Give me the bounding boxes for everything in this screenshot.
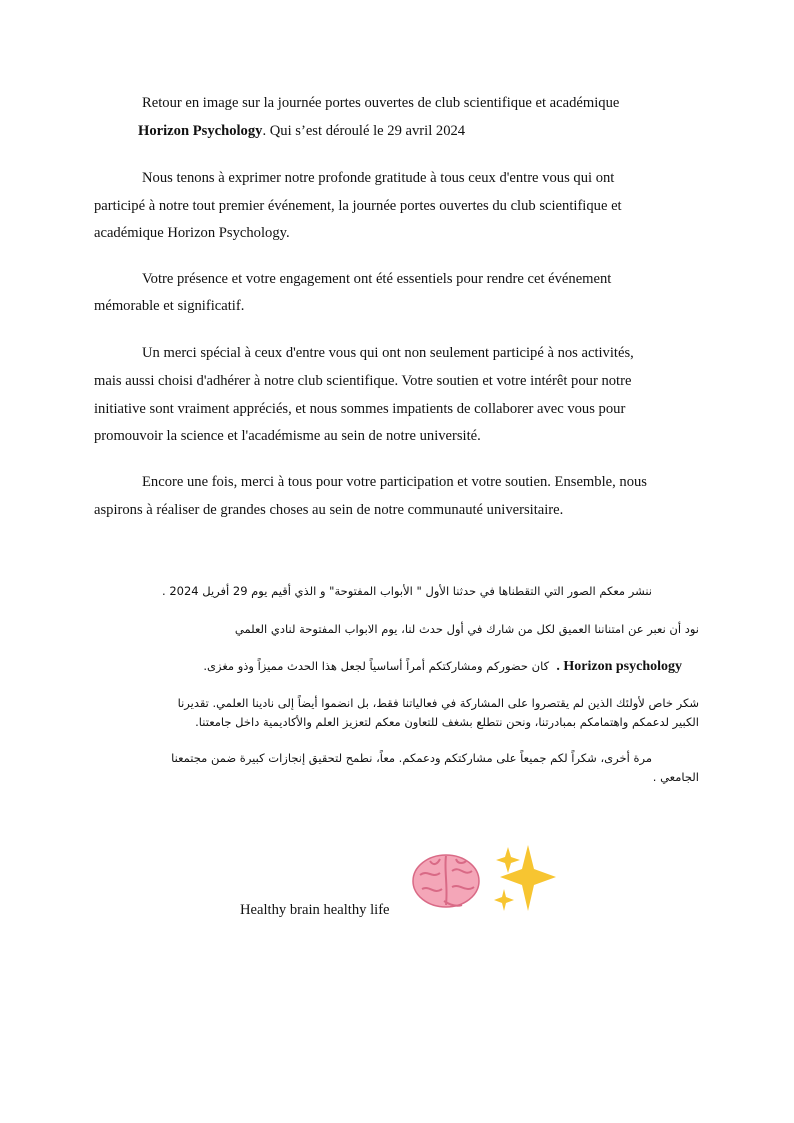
paragraph-4-line-2: aspirons à réaliser de grandes choses au sein de notre communauté universitaire. — [94, 502, 564, 518]
arabic-line-5b: الجامعي . — [652, 770, 699, 784]
paragraph-1-line-3: académique Horizon Psychology. — [94, 225, 290, 241]
arabic-line-4b: الكبير لدعمكم واهتمامكم بمبادرتنا، ونحن نتطلع بشغف للتعاون معكم لتعزيز العلم والأكاديمية داخل جامعتنا. — [195, 715, 699, 729]
brain-icon — [413, 855, 479, 907]
arabic-line-3 — [203, 659, 682, 675]
paragraph-2-line-1: Votre présence et votre engagement ont été essentiels pour rendre cet événement — [142, 271, 612, 287]
club-name-bold: Horizon Psychology — [138, 123, 263, 139]
paragraph-1-line-2: participé à notre tout premier événement, la journée portes ouvertes du club scientifique et — [94, 198, 622, 214]
paragraph-3-line-2: mais aussi choisi d'adhérer à notre club scientifique. Votre soutien et votre intérêt pour notre — [94, 373, 632, 389]
arabic-line-5a: مرة أخرى، شكراً لكم جميعاً على مشاركتكم ودعمكم. معاً، نطمح لتحقيق إنجازات كبيرة ضمن مجتمعنا — [171, 751, 652, 765]
paragraph-4-line-1: Encore une fois, merci à tous pour votre participation et votre soutien. Ensemble, nous — [142, 474, 647, 490]
emoji-svg — [410, 845, 560, 915]
arabic-line-4a: شكر خاص لأولئك الذين لم يقتصروا على المشاركة في فعالياتنا فقط، بل انضموا أيضاً إلى نادينا العلمي. تقديرنا — [177, 696, 699, 710]
paragraph-3-line-4: promouvoir la science et l'académisme au sein de notre université. — [94, 428, 481, 444]
paragraph-1-line-1: Nous tenons à exprimer notre profonde gratitude à tous ceux d'entre vous qui ont — [142, 170, 615, 186]
slogan: Healthy brain healthy life — [240, 902, 390, 918]
emoji-group — [410, 845, 560, 915]
paragraph-3-line-3: initiative sont vraiment appréciés, et nous sommes impatients de collaborer avec vous pour — [94, 401, 626, 417]
intro-date-text: . Qui s’est déroulé le 29 avril 2024 — [262, 123, 466, 139]
intro-line-2 — [138, 123, 465, 140]
paragraph-2-line-2: mémorable et significatif. — [94, 298, 245, 314]
arabic-line-3-text: كان حضوركم ومشاركتكم أمراً أساسياً لجعل هذا الحدث مميزاً وذو مغزى. — [203, 659, 550, 673]
paragraph-3-line-1: Un merci spécial à ceux d'entre vous qui ont non seulement participé à nos activités, — [142, 345, 634, 361]
arabic-line-1: ننشر معكم الصور التي التقطناها في حدثنا الأول " الأبواب المفتوحة" و الذي أقيم يوم 29 أفريل 2024 . — [162, 584, 652, 598]
intro-line-1: Retour en image sur la journée portes ouvertes de club scientifique et académique — [142, 95, 620, 111]
sparkles-icon — [494, 845, 556, 911]
arabic-line-2: نود أن نعبر عن امتناننا العميق لكل من شارك في أول حدث لنا، يوم الابواب المفتوحة لنادي العلمي — [234, 622, 699, 636]
club-name-bold-en: Horizon psychology . — [556, 659, 682, 674]
